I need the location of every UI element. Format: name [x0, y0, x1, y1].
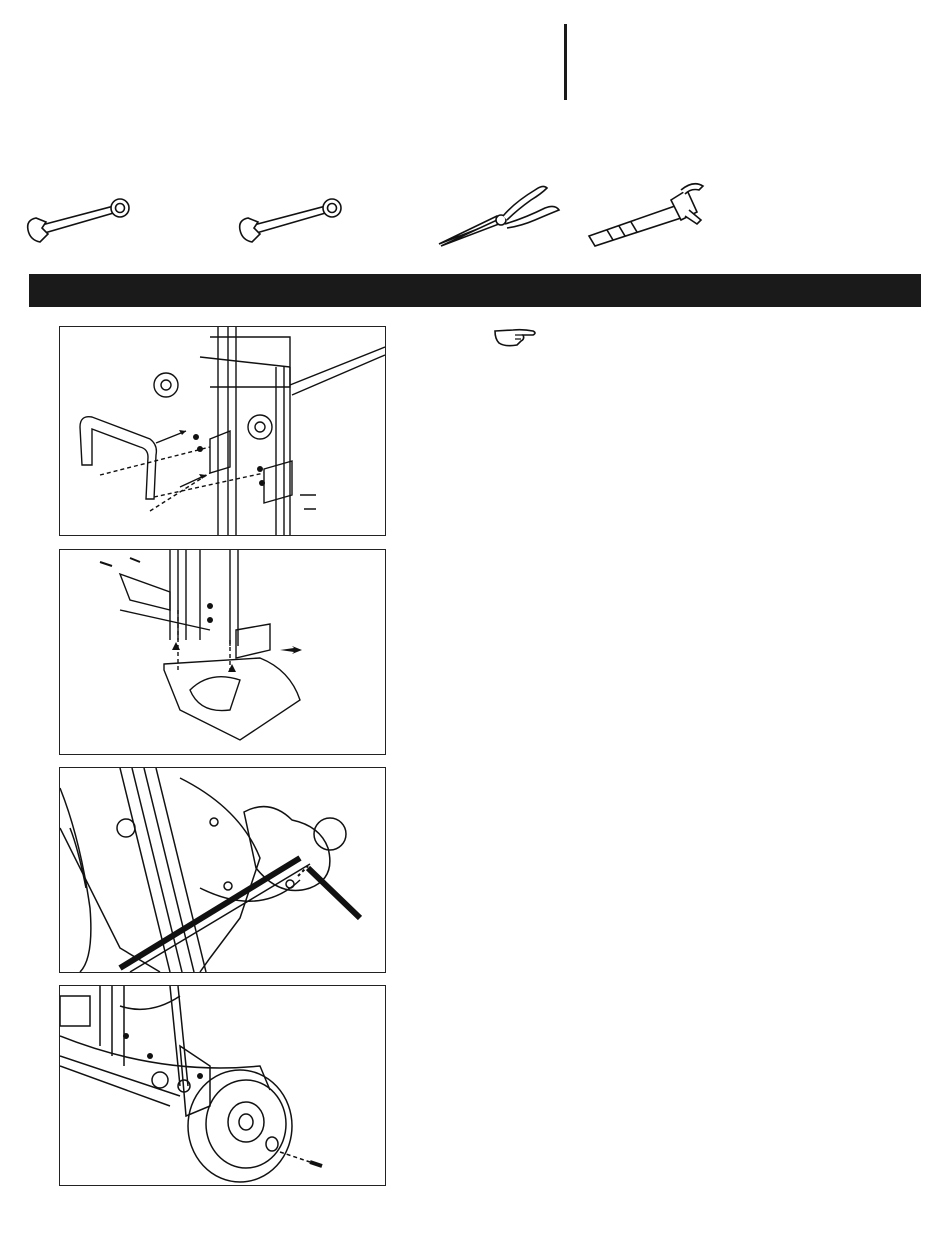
- combination-wrench-icon: [234, 196, 346, 246]
- combination-wrench-icon: [22, 196, 134, 246]
- wheel-mounting-diagram: [59, 985, 386, 1186]
- pointing-hand-icon: [493, 327, 537, 354]
- needle-nose-pliers-icon: [435, 180, 565, 250]
- section-header-bar: [29, 274, 921, 307]
- axle-insertion-diagram: [59, 767, 386, 973]
- header-divider: [564, 24, 567, 100]
- handle-attachment-diagram: [59, 326, 386, 536]
- claw-hammer-icon: [585, 180, 713, 248]
- base-plate-attachment-diagram: [59, 549, 386, 755]
